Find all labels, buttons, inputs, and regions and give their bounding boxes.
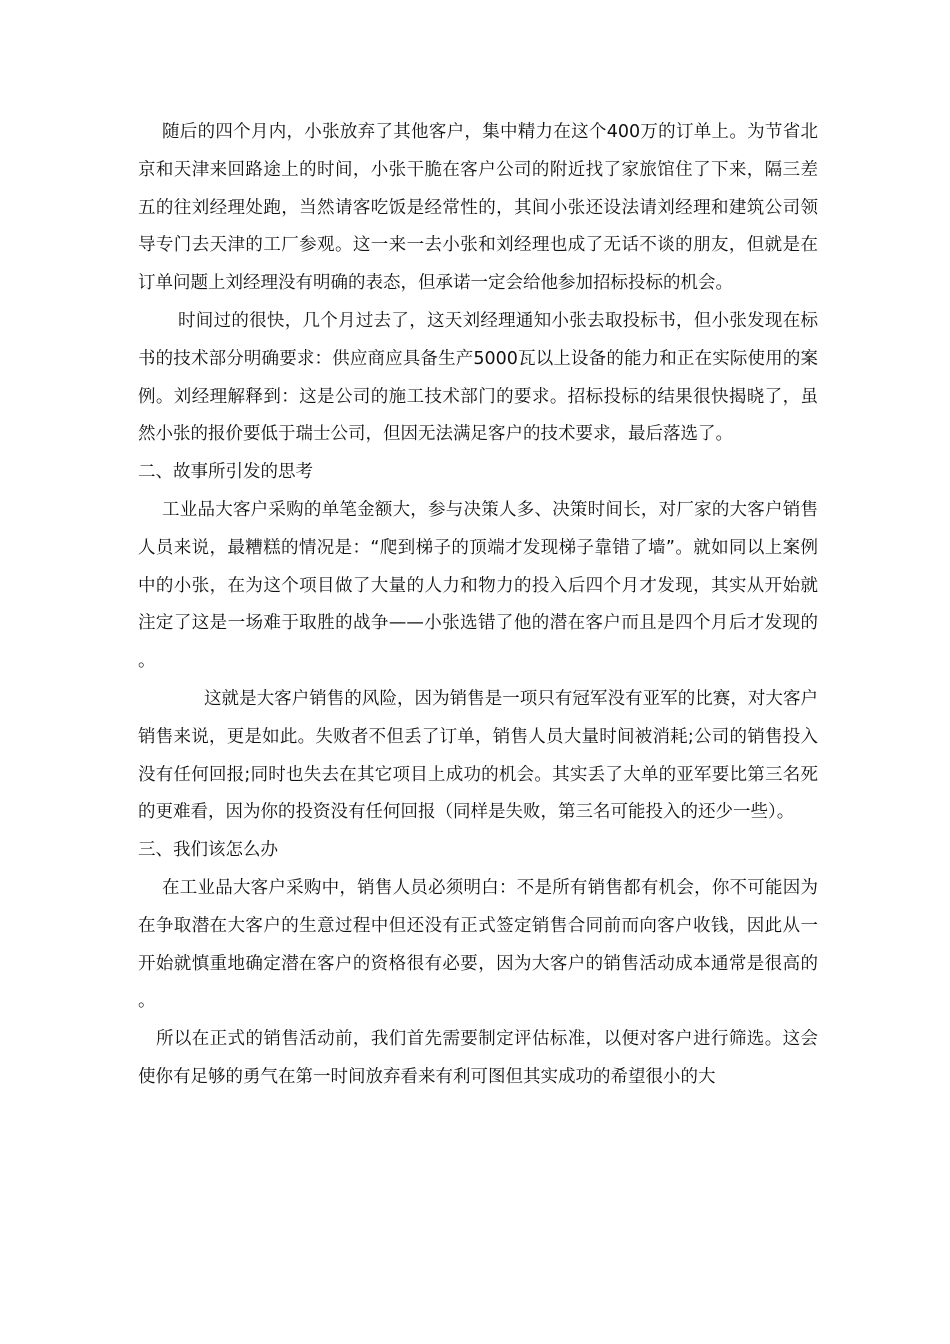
- document-body: [138, 114, 818, 1097]
- paragraph-evaluation-criteria: 所以在正式的销售活动前，我们首先需要制定评估标准，以便对客户进行筛选。这会使你有足够的勇气在第一时间放弃看来有利可图但其实成功的希望很小的大: [138, 1029, 818, 1087]
- paragraph-industrial-purchasing: 工业品大客户采购的单笔金额大，参与决策人多、决策时间长，对厂家的大客户销售人员来说，最糟糕的情况是：“爬到梯子的顶端才发现梯子靠错了墙”。就如同以上案例中的小张，在为这个项目做了大量的人力和物力的投入后四个月才发现，其实从开始就注定了这是一场难于取胜的战争——小张选错了他的潜在客户而且是四个月后才发现的。: [138, 499, 818, 672]
- section-heading-reflection: 二、故事所引发的思考: [138, 462, 313, 483]
- paragraph-tender-result: 时间过的很快，几个月过去了，这天刘经理通知小张去取投标书，但小张发现在标书的技术部分明确要求：供应商应具备生产5000瓦以上设备的能力和正在实际使用的案例。刘经理解释到：这是公司的施工技术部门的要求。招标投标的结果很快揭晓了，虽然小张的报价要低于瑞士公司，但因无法满足客户的技术要求，最后落选了。: [138, 310, 818, 445]
- paragraph-qualify-customers: 在工业品大客户采购中，销售人员必须明白：不是所有销售都有机会，你不可能因为在争取潜在大客户的生意过程中但还没有正式签定销售合同前而向客户收钱，因此从一开始就慎重地确定潜在客户的资格很有必要，因为大客户的销售活动成本通常是很高的。: [138, 877, 818, 1012]
- section-heading-what-to-do: 三、我们该怎么办: [138, 840, 278, 861]
- paragraph-sales-risk: 这就是大客户销售的风险，因为销售是一项只有冠军没有亚军的比赛，对大客户销售来说，更是如此。失败者不但丢了订单，销售人员大量时间被消耗;公司的销售投入没有任何回报;同时也失去在其它项目上成功的机会。其实丢了大单的亚军要比第三名死的更难看，因为你的投资没有任何回报（同样是失败，第三名可能投入的还少一些）。: [138, 688, 818, 823]
- paragraph-follow-up-months: 随后的四个月内，小张放弃了其他客户，集中精力在这个400万的订单上。为节省北京和天津来回路途上的时间，小张干脆在客户公司的附近找了家旅馆住了下来，隔三差五的往刘经理处跑，当然请客吃饭是经常性的，其间小张还设法请刘经理和建筑公司领导专门去天津的工厂参观。这一来一去小张和刘经理也成了无话不谈的朋友，但就是在订单问题上刘经理没有明确的表态，但承诺一定会给他参加招标投标的机会。: [138, 122, 818, 294]
